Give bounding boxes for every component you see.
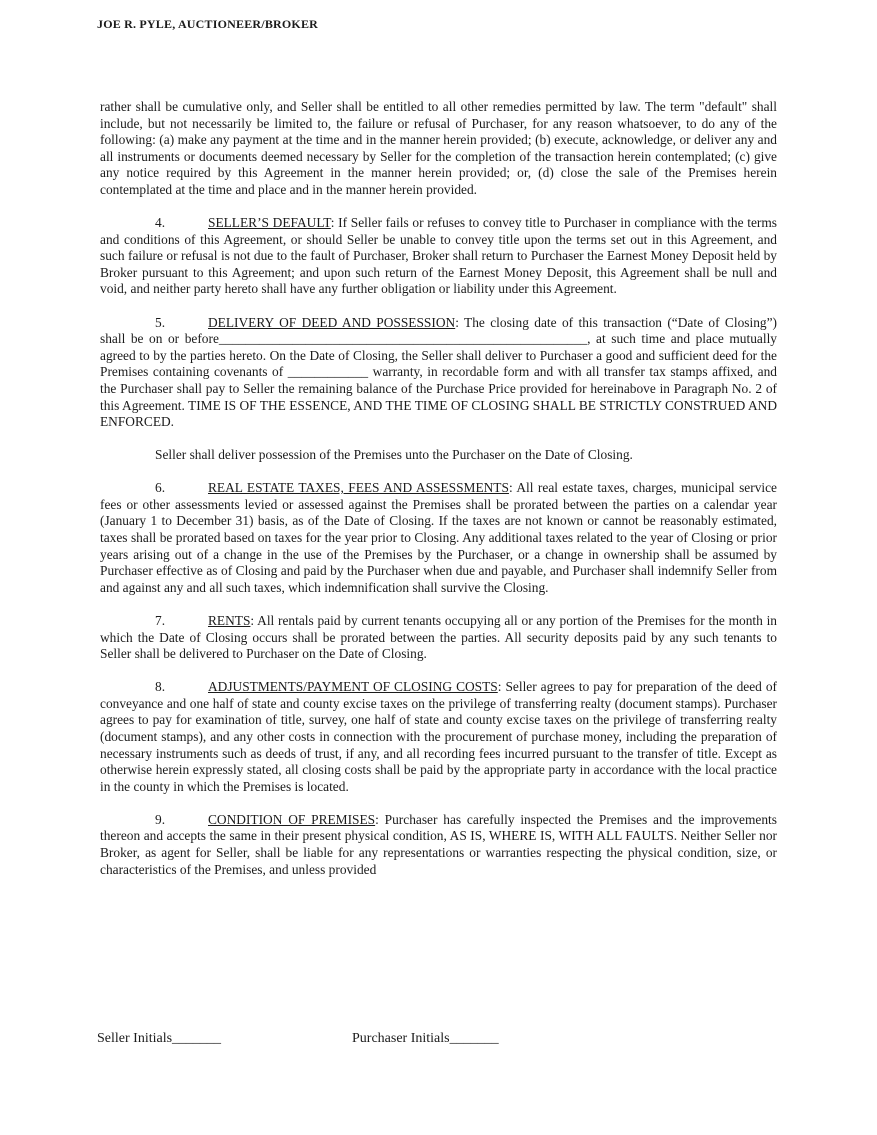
section-number: 6. bbox=[155, 480, 166, 496]
section-closing-costs bbox=[100, 679, 777, 795]
section-number: 7. bbox=[155, 612, 166, 628]
intro-paragraph-text: rather shall be cumulative only, and Seller shall be entitled to all other remedies permitted by law. The term "default" shall include, but not necessarily be limited to, the failure or refusal of Purchaser, for any reason whatsoever, to do any of the following: (a) make any payment at the time and in the manner herein provided; (b) execute, acknowledge, or deliver any and all instruments or documents deemed necessary by Seller for the completion of the transaction herein contemplated; (c) give any notice required by this Agreement in the manner herein provided; or, (d) close the sale of the Premises herein contemplated at the time and place and in the manner herein provided. bbox=[100, 99, 777, 197]
contract-body bbox=[100, 99, 777, 878]
seller-initials-blank: _______ bbox=[172, 1031, 222, 1046]
section-number: 8. bbox=[155, 679, 166, 695]
section-body: : The closing date of this transaction (“Date of Closing”) shall be on or before_______________________________________________________, at such time and place mutually agreed to by the parties hereto. On the Date of Closing, the Seller shall deliver to Purchaser a good and sufficient deed for the Premises containing covenants of ____________ warranty, in recordable form and with all transfer tax stamps affixed, and the Purchaser shall pay to Seller the remaining balance of the Purchase Price provided for hereinabove in Paragraph No. 2 of this Agreement. TIME IS OF THE ESSENCE, AND THE TIME OF CLOSING SHALL BE STRICTLY CONSTRUED AND ENFORCED. bbox=[100, 314, 777, 430]
section-rents bbox=[100, 613, 777, 663]
possession-paragraph-text: Seller shall deliver possession of the Premises unto the Purchaser on the Date of Closing. bbox=[155, 447, 633, 463]
section-heading: CONDITION OF PREMISES bbox=[208, 811, 376, 827]
section-heading: SELLER’S DEFAULT bbox=[208, 215, 331, 231]
section-number: 9. bbox=[155, 811, 166, 827]
intro-paragraph bbox=[100, 99, 777, 199]
section-body: : All real estate taxes, charges, municipal service fees or other assessments levied or assessed against the Premises shall be prorated between the parties on a calendar year (January 1 to December 31) basis, as of the Date of Closing. If the taxes are not known or cannot be reasonably estimated, taxes shall be prorated based on taxes for the year prior to Closing. Any additional taxes related to the year of Closing or prior years arising out of a change in the use of the Premises by the Purchaser, or a change in ownership shall be assumed by Purchaser effective as of Closing and paid by the Purchaser when due and payable, and Purchaser shall indemnify Seller from and against any and all such taxes, which indemnification shall survive the Closing. bbox=[100, 480, 777, 595]
section-body: : Purchaser has carefully inspected the Premises and the improvements thereon and accepts the same in their present physical condition, AS IS, WHERE IS, WITH ALL FAULTS. Neither Seller nor Broker, as agent for Seller, shall be liable for any representations or warranties respecting the physical condition, size, or characteristics of the Premises, and unless provided bbox=[100, 811, 777, 877]
section-heading: REAL ESTATE TAXES, FEES AND ASSESSMENTS bbox=[208, 480, 509, 496]
section-body: : All rentals paid by current tenants occupying all or any portion of the Premises for the month in which the Date of Closing occurs shall be prorated between the parties. All security deposits paid by any such tenants to Seller shall be delivered to Purchaser on the Date of Closing. bbox=[100, 612, 777, 662]
section-body: : If Seller fails or refuses to convey title to Purchaser in compliance with the terms and conditions of this Agreement, or should Seller be unable to convey title upon the terms set out in this Agreement, and such failure or refusal is not due to the fault of Purchaser, Broker shall return to Purchaser the Earnest Money Deposit held by Broker pursuant to this Agreement; and upon such return of the Earnest Money Deposit, this Agreement shall be null and void, and neither party hereto shall have any further obligation or liability under this Agreement. bbox=[100, 215, 777, 297]
section-condition-of-premises bbox=[100, 812, 777, 878]
section-delivery-of-deed bbox=[100, 315, 777, 431]
section-body: : Seller agrees to pay for preparation of the deed of conveyance and one half of state and county excise taxes on the privilege of transferring realty (document stamps). Purchaser agrees to pay for examination of title, survey, one half of state and county excise taxes on the privilege of transferring realty (document stamps), and any other costs in connection with the procurement of purchase money, including the preparation of necessary instruments such as deeds of trust, if any, and all recording fees incurred pursuant to the transfer of title. Except as otherwise herein expressly stated, all closing costs shall be paid by the appropriate party in accordance with the local practice in the county in which the Premises is located. bbox=[100, 679, 778, 794]
section-number: 5. bbox=[155, 314, 166, 330]
page-header-broker-name: JOE R. PYLE, AUCTIONEER/BROKER bbox=[97, 17, 319, 31]
section-heading: RENTS bbox=[208, 612, 251, 628]
seller-initials-label: Seller Initials bbox=[97, 1031, 173, 1046]
initials-footer bbox=[97, 1030, 787, 1048]
section-heading: DELIVERY OF DEED AND POSSESSION bbox=[208, 314, 456, 330]
purchaser-initials-line bbox=[352, 1030, 499, 1048]
seller-initials-line bbox=[97, 1031, 221, 1046]
possession-paragraph bbox=[100, 447, 777, 464]
purchaser-initials-blank: _______ bbox=[449, 1031, 499, 1046]
section-real-estate-taxes bbox=[100, 480, 777, 596]
section-heading: ADJUSTMENTS/PAYMENT OF CLOSING COSTS bbox=[208, 679, 498, 695]
purchaser-initials-label: Purchaser Initials bbox=[352, 1031, 450, 1046]
section-number: 4. bbox=[155, 215, 166, 231]
section-sellers-default bbox=[100, 215, 777, 298]
